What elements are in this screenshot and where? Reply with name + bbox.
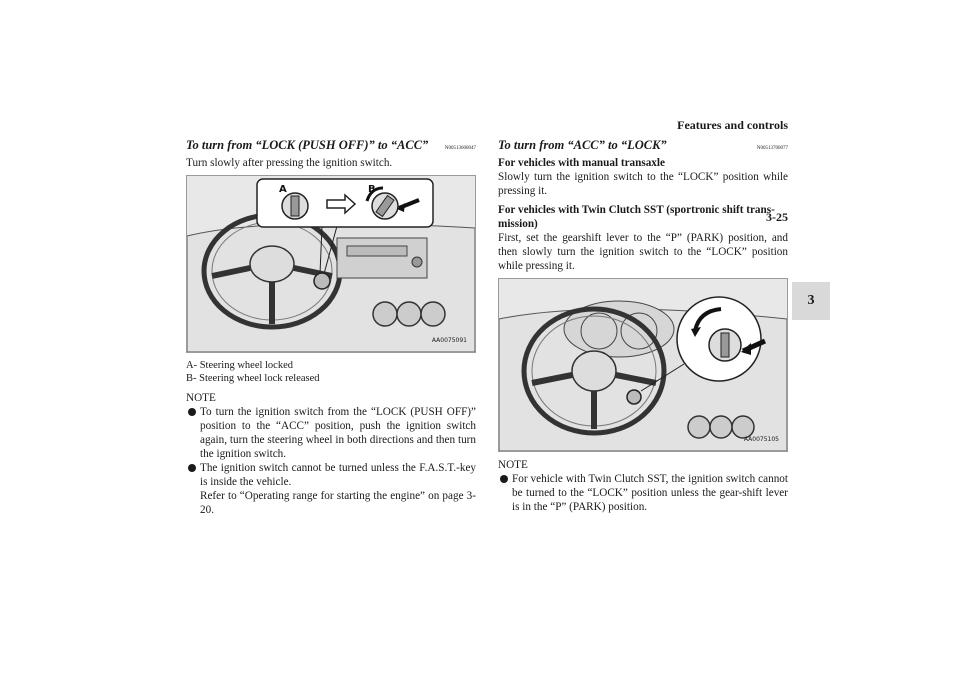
left-section-heading bbox=[186, 138, 476, 156]
chapter-tab: 3 bbox=[792, 282, 830, 320]
bullet-icon bbox=[188, 464, 196, 472]
legend-item-b: B- Steering wheel lock released bbox=[186, 373, 320, 384]
ignition-unlock-illustration bbox=[187, 176, 475, 352]
left-section-code: N00513600047 bbox=[444, 146, 476, 151]
right-note-heading: NOTE bbox=[498, 459, 528, 471]
note-text: For vehicle with Twin Clutch SST, the ignition switch cannot be turned to the “LOCK” position unless the gear-shift lever is in the “P” (PARK) position. bbox=[512, 473, 788, 513]
legend-item-a: A- Steering wheel locked bbox=[186, 360, 294, 371]
twin-clutch-text: First, set the gearshift lever to the “P” (PARK) position, and then slowly turn the ignition switch to the “LOCK” position while pressing it. bbox=[498, 232, 788, 272]
right-note-list bbox=[498, 472, 788, 514]
left-note-list bbox=[186, 405, 476, 517]
right-section-title: To turn from “ACC” to “LOCK” bbox=[498, 138, 667, 152]
left-figure-code: AA0075091 bbox=[431, 337, 467, 344]
page-number: 3-25 bbox=[766, 210, 788, 224]
left-intro-text: Turn slowly after pressing the ignition switch. bbox=[186, 157, 393, 169]
running-header: Features and controls bbox=[677, 118, 788, 132]
note-item bbox=[498, 472, 788, 514]
bullet-icon bbox=[500, 475, 508, 483]
left-note-heading: NOTE bbox=[186, 392, 216, 404]
figure-legend bbox=[186, 359, 476, 385]
note-continuation: Refer to “Operating range for starting the engine” on page 3-20. bbox=[200, 490, 476, 516]
twin-clutch-subheading: For vehicles with Twin Clutch SST (sportronic shift trans-mission) bbox=[498, 204, 775, 230]
right-section-code: N00513700077 bbox=[756, 146, 788, 151]
ignition-lock-illustration bbox=[499, 279, 787, 451]
bullet-icon bbox=[188, 408, 196, 416]
ignition-lock-figure bbox=[498, 278, 788, 452]
right-column bbox=[498, 138, 788, 514]
right-figure-code: AA0075105 bbox=[743, 436, 779, 443]
note-text: The ignition switch cannot be turned unless the F.A.S.T.-key is inside the vehicle. bbox=[200, 462, 476, 488]
note-item bbox=[186, 405, 476, 461]
figure-label-b: B bbox=[368, 184, 376, 195]
manual-transaxle-text: Slowly turn the ignition switch to the “LOCK” position while pressing it. bbox=[498, 171, 788, 197]
note-text: To turn the ignition switch from the “LOCK (PUSH OFF)” position to the “ACC” position, push the ignition switch again, turn the steering wheel in both directions and then turn the ignition switch. bbox=[200, 406, 476, 460]
manual-transaxle-subheading: For vehicles with manual transaxle bbox=[498, 157, 665, 169]
figure-label-a: A bbox=[279, 184, 287, 195]
note-item bbox=[186, 461, 476, 517]
left-section-title: To turn from “LOCK (PUSH OFF)” to “ACC” bbox=[186, 138, 429, 152]
left-column bbox=[186, 138, 476, 517]
right-section-heading bbox=[498, 138, 788, 156]
ignition-unlock-figure bbox=[186, 175, 476, 353]
